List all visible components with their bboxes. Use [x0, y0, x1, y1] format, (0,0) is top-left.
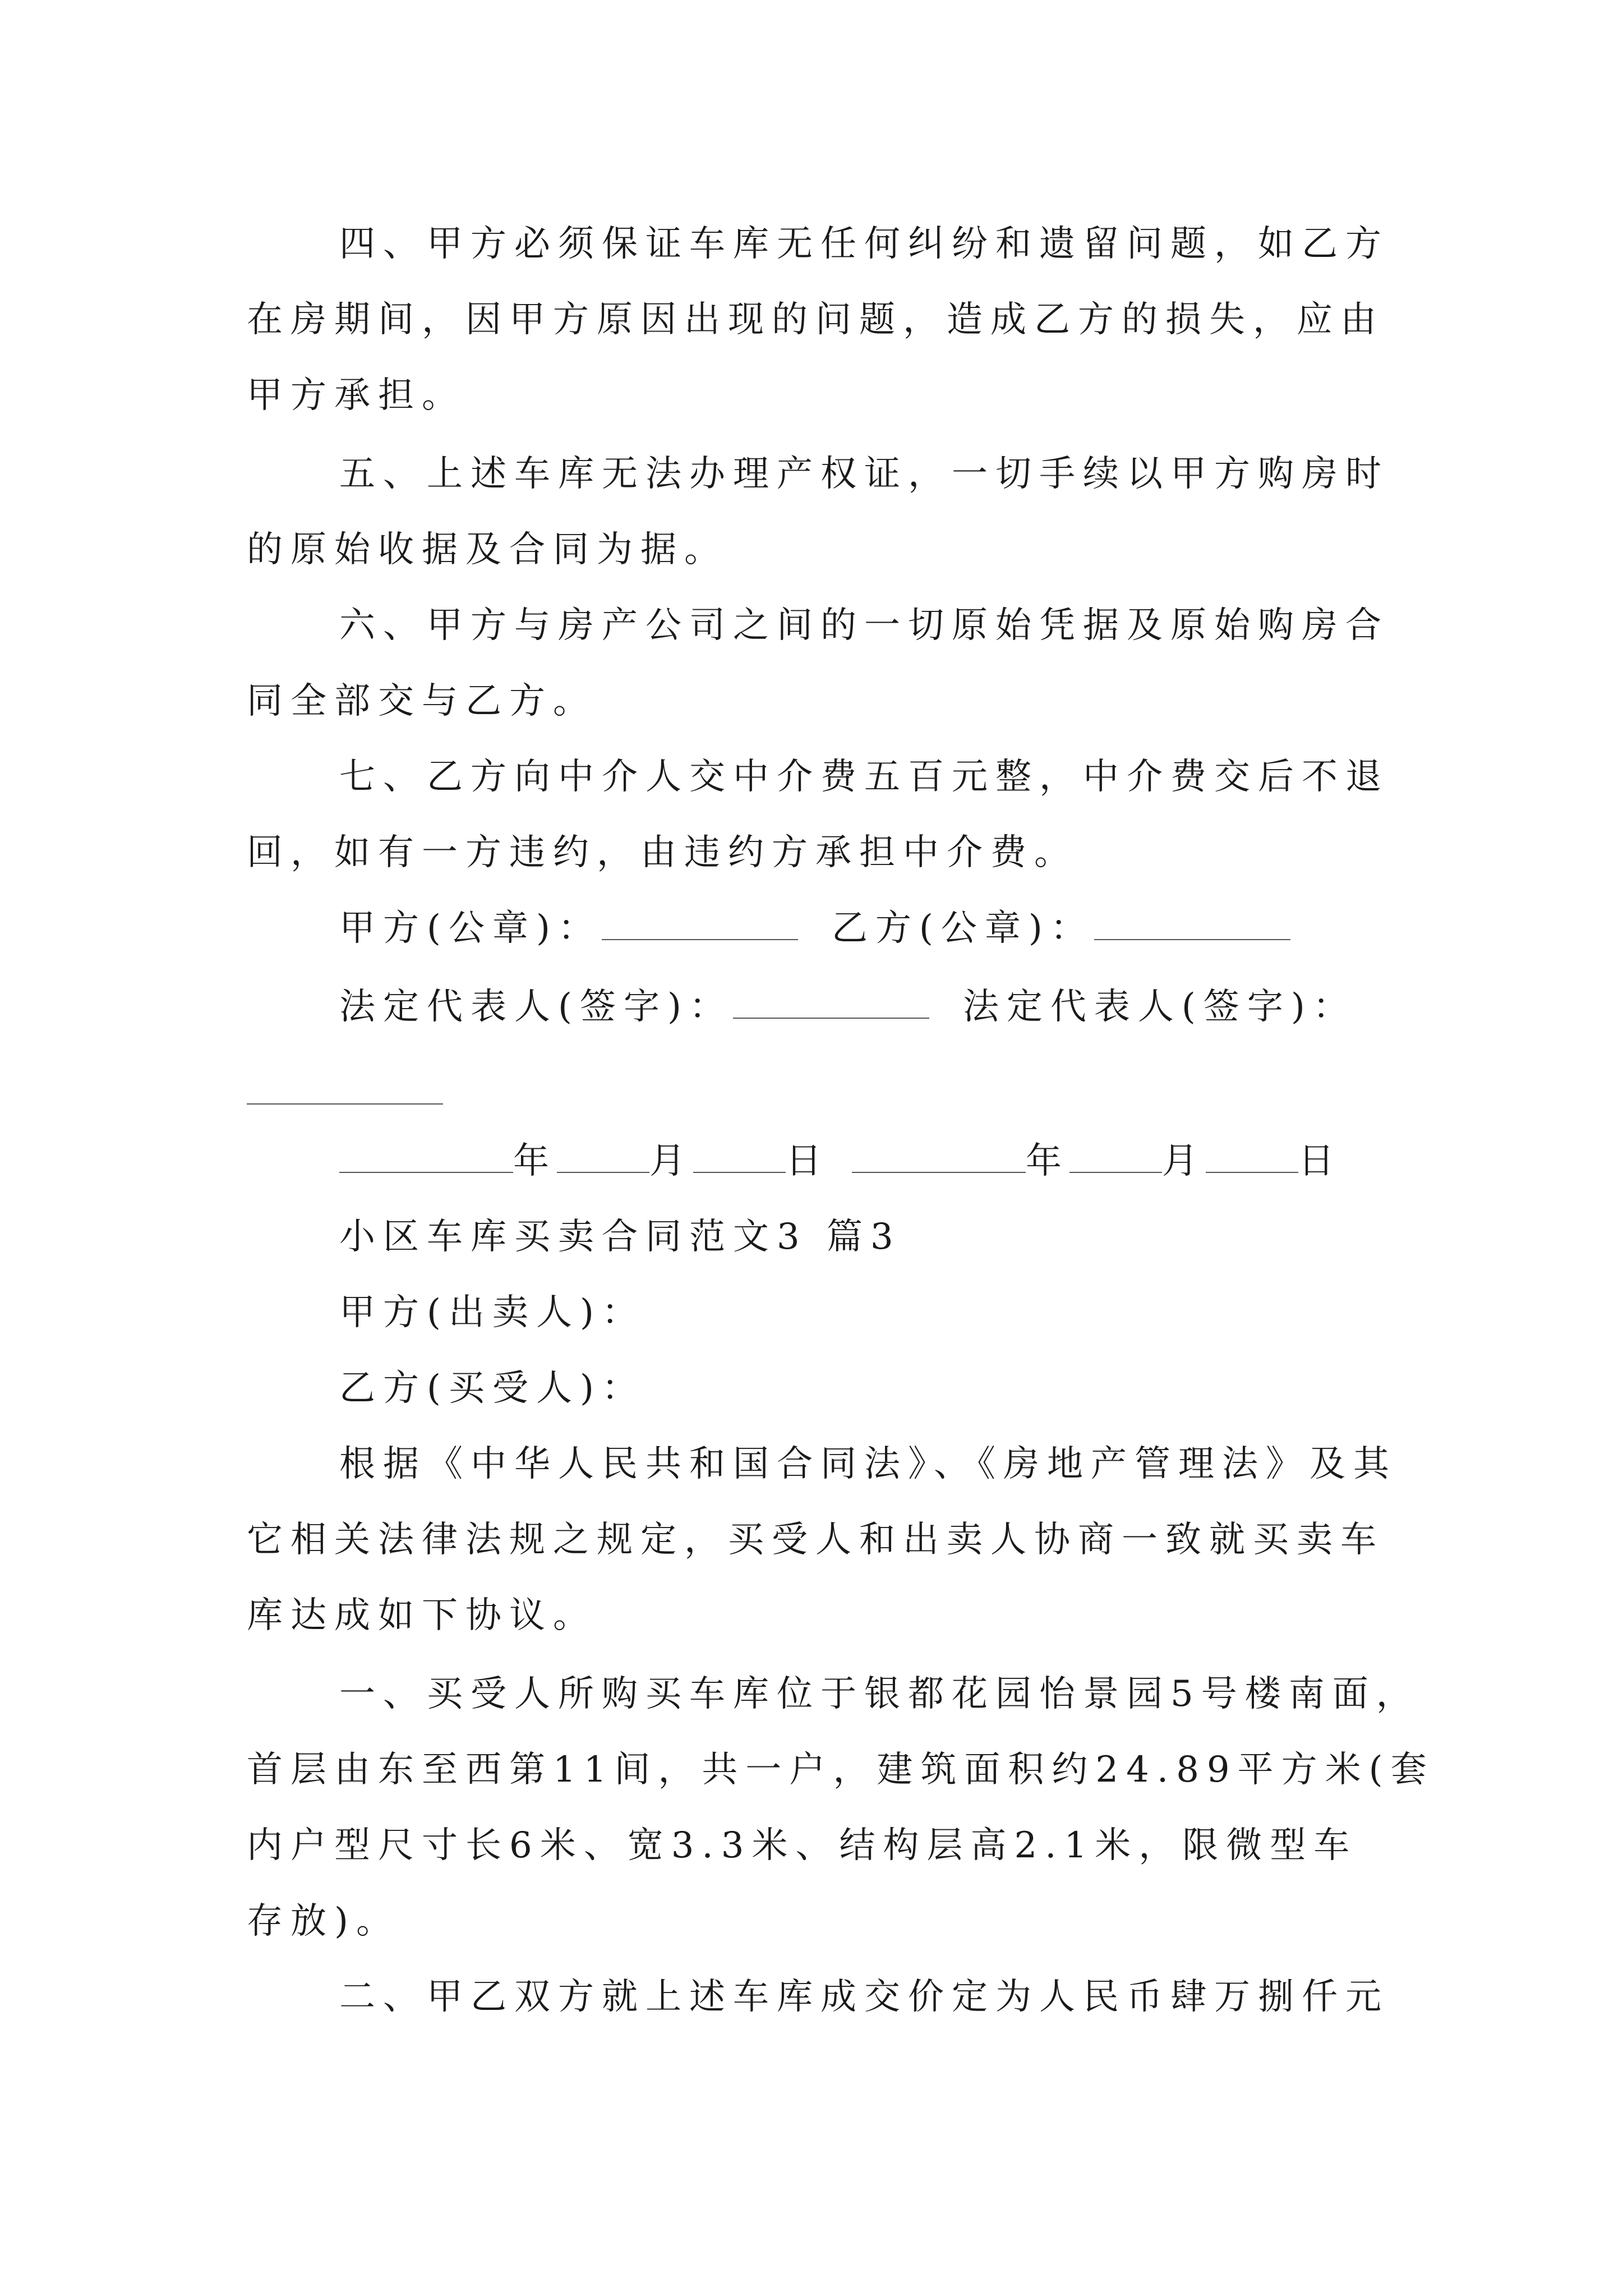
year-label-a: 年 — [513, 1140, 557, 1182]
date-row — [339, 1139, 1391, 1184]
year-blank-a[interactable] — [339, 1139, 513, 1173]
party-a-seal-label: 甲方(公章)： — [339, 908, 602, 949]
month-label-a: 月 — [649, 1140, 693, 1182]
day-label-b: 日 — [1298, 1140, 1342, 1182]
day-blank-b[interactable] — [1206, 1139, 1298, 1173]
clause-7-line-1: 七、乙方向中介人交中介费五百元整，中介费交后不退 — [339, 756, 1389, 798]
party-a-rep-label: 法定代表人(签字)： — [339, 986, 733, 1028]
article-1-line-2: 首层由东至西第11间，共一户，建筑面积约24.89平方米(套 — [247, 1749, 1435, 1791]
party-a-seal-blank[interactable] — [602, 907, 798, 940]
month-blank-a[interactable] — [557, 1139, 649, 1173]
clause-5-line-1: 五、上述车库无法办理产权证，一切手续以甲方购房时 — [339, 453, 1389, 495]
clause-7-line-2: 回，如有一方违约，由违约方承担中介费。 — [247, 832, 1078, 873]
party-b-rep-blank[interactable] — [247, 1103, 443, 1105]
clause-4-line-3: 甲方承担。 — [247, 375, 465, 416]
intro-line-1: 根据《中华人民共和国合同法》、《房地产管理法》及其 — [339, 1443, 1397, 1485]
day-blank-a[interactable] — [693, 1139, 786, 1173]
month-blank-b[interactable] — [1069, 1139, 1162, 1173]
clause-6-line-1: 六、甲方与房产公司之间的一切原始凭据及原始购房合 — [339, 605, 1389, 646]
clause-4-line-2: 在房期间，因甲方原因出现的问题，造成乙方的损失，应由 — [247, 299, 1384, 341]
day-label-a: 日 — [786, 1140, 829, 1182]
month-label-b: 月 — [1162, 1140, 1206, 1182]
year-label-b: 年 — [1026, 1140, 1069, 1182]
article-1-line-3: 内户型尺寸长6米、宽3.3米、结构层高2.1米，限微型车 — [247, 1825, 1358, 1866]
article-1-line-4: 存放)。 — [247, 1901, 400, 1942]
buyer-label: 乙方(买受人)： — [339, 1368, 645, 1409]
clause-6-line-2: 同全部交与乙方。 — [247, 680, 597, 722]
article-2-line-1: 二、甲乙双方就上述车库成交价定为人民币肆万捌仟元 — [339, 1976, 1389, 2018]
intro-line-2: 它相关法律法规之规定，买受人和出卖人协商一致就买卖车 — [247, 1519, 1384, 1561]
year-blank-b[interactable] — [852, 1139, 1026, 1173]
party-a-rep-blank[interactable] — [733, 985, 929, 1019]
representative-row — [339, 984, 1391, 1029]
clause-4-line-1: 四、甲方必须保证车库无任何纠纷和遗留问题，如乙方 — [339, 223, 1389, 265]
section-title: 小区车库买卖合同范文3 篇3 — [339, 1216, 901, 1258]
intro-line-3: 库达成如下协议。 — [247, 1595, 597, 1636]
seller-label: 甲方(出卖人)： — [339, 1292, 645, 1333]
article-1-line-1: 一、买受人所购买车库位于银都花园怡景园5号楼南面， — [339, 1673, 1420, 1715]
clause-5-line-2: 的原始收据及合同为据。 — [247, 529, 728, 570]
party-b-seal-label: 乙方(公章)： — [831, 908, 1094, 949]
party-b-rep-label: 法定代表人(签字)： — [962, 986, 1357, 1028]
seal-row — [339, 906, 1391, 951]
party-b-seal-blank[interactable] — [1094, 907, 1290, 940]
